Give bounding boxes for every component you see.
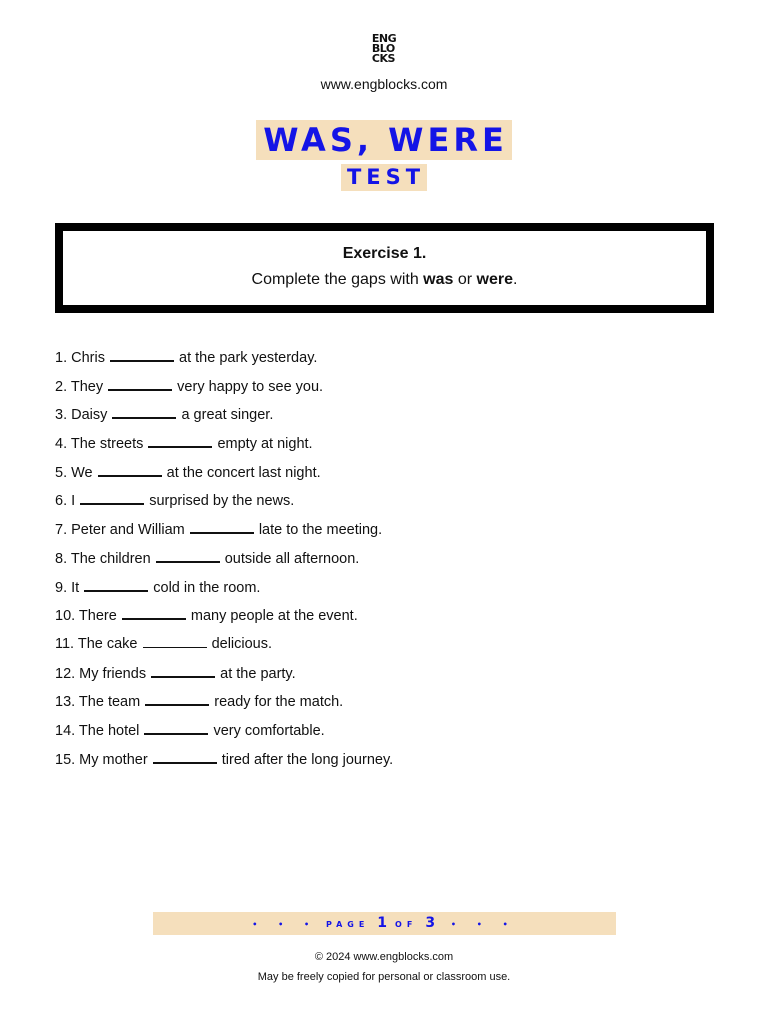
page-total: 3: [425, 915, 436, 931]
page-word: PAGE: [325, 920, 370, 929]
usage-permission: May be freely copied for personal or classroom use.: [257, 971, 511, 983]
question-list: [55, 345, 715, 775]
question-text-before: 9. It: [55, 579, 80, 596]
question-text-before: 15. My mother: [55, 751, 148, 768]
question-text-after: late to the meeting.: [258, 522, 383, 539]
question-item: [55, 374, 715, 403]
question-text-after: ready for the match.: [214, 694, 344, 711]
question-text-after: empty at night.: [217, 436, 313, 453]
question-text-before: 10. There: [55, 608, 117, 625]
dots-left: • • •: [252, 920, 319, 929]
question-text-before: 14. The hotel: [55, 722, 140, 739]
question-text-before: 4. The streets: [55, 436, 144, 453]
question-text-before: 7. Peter and William: [55, 522, 185, 539]
page-indicator: [153, 912, 616, 935]
question-item: [55, 689, 715, 718]
answer-blank[interactable]: [145, 689, 209, 706]
question-item: [55, 718, 715, 747]
instruction-word-were: were: [476, 271, 514, 288]
question-text-after: at the party.: [220, 665, 296, 682]
question-text-after: tired after the long journey.: [221, 751, 394, 768]
answer-blank[interactable]: [148, 431, 212, 448]
question-item: [55, 488, 715, 517]
instruction-suffix: .: [513, 271, 518, 288]
question-text-after: very comfortable.: [213, 722, 325, 739]
answer-blank[interactable]: [122, 603, 186, 620]
logo-mark: [372, 34, 396, 64]
answer-blank[interactable]: [110, 345, 174, 362]
logo-line-1: ENG: [371, 32, 397, 45]
question-text-before: 12. My friends: [55, 665, 147, 682]
answer-blank[interactable]: [108, 374, 172, 391]
answer-blank[interactable]: [80, 488, 144, 505]
question-text-before: 2. They: [55, 378, 104, 395]
answer-blank[interactable]: [156, 546, 220, 563]
exercise-instruction: [63, 270, 706, 290]
exercise-heading: Exercise 1.: [342, 245, 427, 262]
question-item: [55, 747, 715, 776]
question-text-before: 5. We: [55, 464, 93, 481]
question-item: [55, 632, 715, 661]
question-text-before: 6. I: [55, 493, 76, 510]
question-item: [55, 575, 715, 604]
instruction-prefix: Complete the gaps with: [251, 271, 424, 288]
question-item: [55, 345, 715, 374]
question-text-after: outside all afternoon.: [224, 550, 360, 567]
question-text-after: a great singer.: [181, 407, 274, 424]
page-title: WAS, WERE: [256, 120, 512, 160]
question-item: [55, 517, 715, 546]
question-text-before: 1. Chris: [55, 350, 105, 366]
answer-blank[interactable]: [84, 575, 148, 592]
instruction-word-was: was: [423, 271, 454, 288]
question-text-before: 13. The team: [55, 694, 141, 711]
question-item: [55, 546, 715, 575]
question-text-after: at the park yesterday.: [179, 350, 318, 366]
copyright-notice: © 2024 www.engblocks.com: [314, 951, 454, 963]
answer-blank[interactable]: [112, 402, 176, 419]
question-item: [55, 431, 715, 460]
question-text-after: cold in the room.: [153, 579, 261, 596]
exercise-instructions-box: [55, 223, 714, 313]
site-url[interactable]: www.engblocks.com: [320, 76, 448, 92]
logo-line-3: CKS: [371, 52, 395, 65]
instruction-connector: or: [453, 271, 477, 288]
question-text-after: many people at the event.: [190, 608, 358, 625]
answer-blank[interactable]: [144, 718, 208, 735]
subtitle-wrap: [0, 164, 768, 191]
page-subtitle: TEST: [341, 164, 427, 191]
question-text-after: surprised by the news.: [149, 493, 295, 510]
answer-blank[interactable]: [143, 632, 207, 648]
question-text-after: delicious.: [211, 635, 273, 652]
question-item: [55, 661, 715, 690]
of-word: OF: [395, 920, 418, 929]
dots-right: • • •: [450, 920, 517, 929]
question-item: [55, 460, 715, 489]
answer-blank[interactable]: [153, 747, 217, 764]
question-text-before: 11. The cake: [55, 635, 138, 652]
answer-blank[interactable]: [151, 661, 215, 678]
answer-blank[interactable]: [98, 460, 162, 477]
title-wrap: [0, 120, 768, 160]
question-item: [55, 402, 715, 431]
question-text-after: very happy to see you.: [177, 378, 324, 395]
question-item: [55, 603, 715, 632]
question-text-after: at the concert last night.: [166, 464, 321, 481]
question-text-before: 3. Daisy: [55, 407, 108, 424]
page-current: 1: [377, 915, 388, 931]
question-text-before: 8. The children: [55, 550, 151, 567]
logo-line-2: BLO: [371, 42, 395, 55]
answer-blank[interactable]: [190, 517, 254, 534]
engblocks-logo: [0, 34, 768, 67]
